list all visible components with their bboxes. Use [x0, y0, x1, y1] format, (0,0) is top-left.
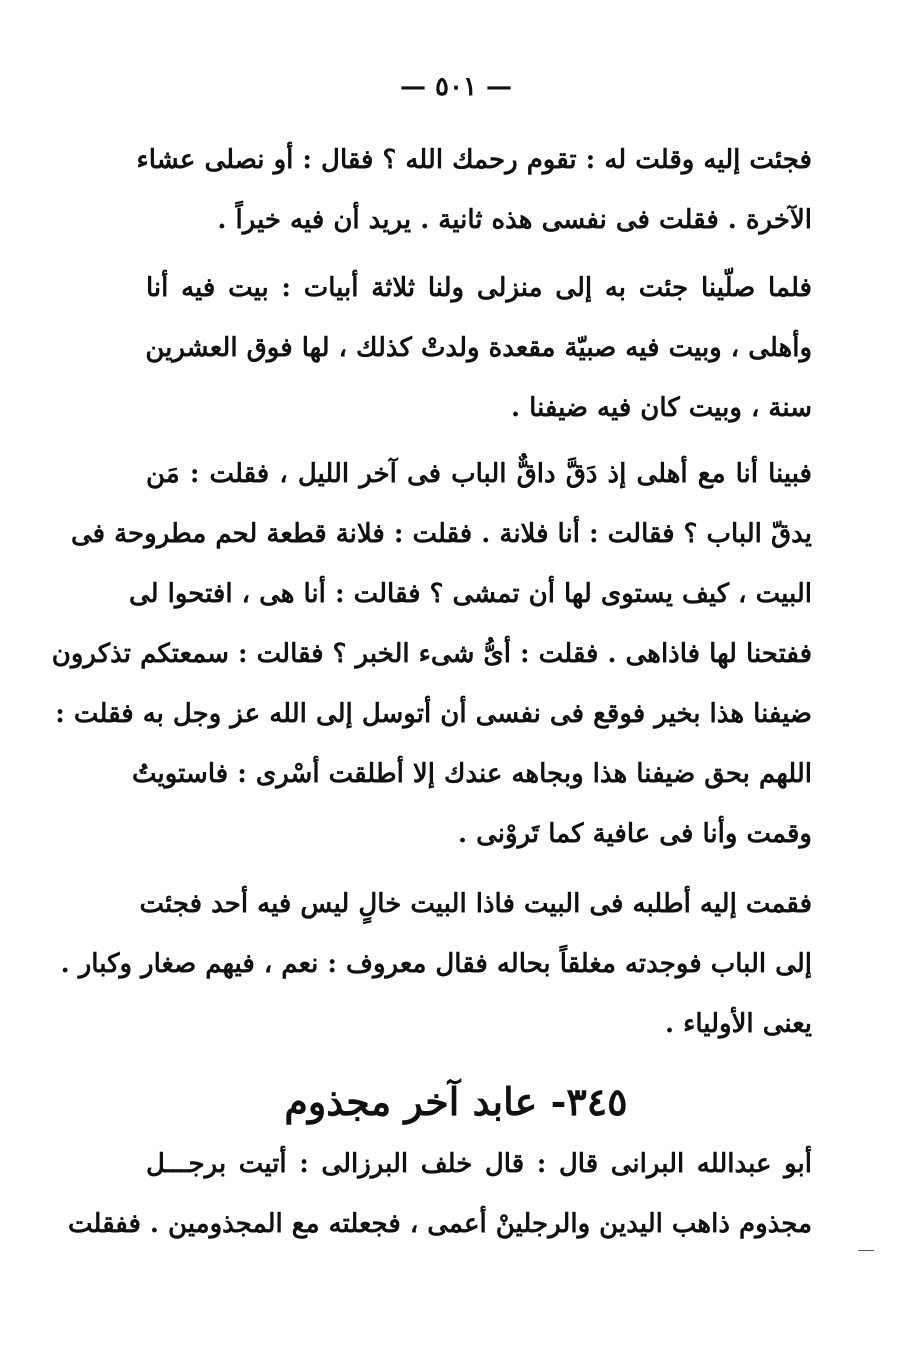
text-line: البيت ، كيف يستوى لها أن تمشى ؟ فقالت : أنا هى ، افتحوا لى [129, 579, 812, 609]
text-line: فبينا أنا مع أهلى إذ دَقَّ داقٌّ الباب فى آخر الليل ، فقلت : مَن [146, 459, 812, 489]
text-line: سنة ، وبيت كان فيه ضيفنا . [511, 393, 812, 423]
section-heading: ٣٤٥- عابد آخر مجذوم [284, 1079, 628, 1124]
text-line: يعنى الأولياء . [665, 1009, 812, 1039]
text-line: وأهلى ، وبيت فيه صبيّة مقعدة ولدتْ كذلك ، لها فوق العشرين [145, 333, 812, 363]
margin-mark [858, 1250, 874, 1251]
paragraph-4 [60, 874, 812, 1054]
text-line: وقمت وأنا فى عافية كما تَروْنى . [458, 819, 812, 849]
text-line: فلما صلّينا جئت به إلى منزلى ولنا ثلاثة أبيات : بيت فيه أنا [146, 273, 812, 303]
text-line: إلى الباب فوجدته مغلقاً بحاله فقال معروف : نعم ، فيهم صغار وكبار . [60, 949, 812, 979]
paragraph-2 [146, 258, 812, 438]
text-line: ففتحنا لها فاذاهى . فقلت : أىُّ شىء الخبر ؟ فقالت : سمعتكم تذكرون [51, 639, 812, 669]
text-line: اللهم بحق ضيفنا هذا وبجاهه عندك إلا أطلقت أسْرى : فاستويتُ [131, 759, 812, 789]
page-number: — ٥٠١ — [399, 72, 513, 102]
paragraph-1 [136, 130, 812, 250]
text-line: أبو عبدالله البرانى قال : قال خلف البرزالى : أتيت برجـــل [146, 1149, 812, 1179]
text-line: يدقّ الباب ؟ فقالت : أنا فلانة . فقلت : فلانة قطعة لحم مطروحة فى [70, 519, 812, 549]
text-line: فجئت إليه وقلت له : تقوم رحمك الله ؟ فقال : أو نصلى عشاء [136, 145, 812, 175]
text-line: الآخرة . فقلت فى نفسى هذه ثانية . يريد أن فيه خيراً . [217, 205, 812, 235]
text-line: فقمت إليه أطلبه فى البيت فاذا البيت خالٍ ليس فيه أحد فجئت [139, 889, 812, 919]
paragraph-3 [51, 444, 812, 864]
paragraph-5 [68, 1134, 812, 1254]
text-line: ضيفنا هذا بخير فوقع فى نفسى أن أتوسل إلى الله عز وجل به فقلت : [55, 699, 812, 729]
text-line: مجذوم ذاهب اليدين والرجلينْ أعمى ، فجعلته مع المجذومين . ففقلت [68, 1209, 812, 1239]
